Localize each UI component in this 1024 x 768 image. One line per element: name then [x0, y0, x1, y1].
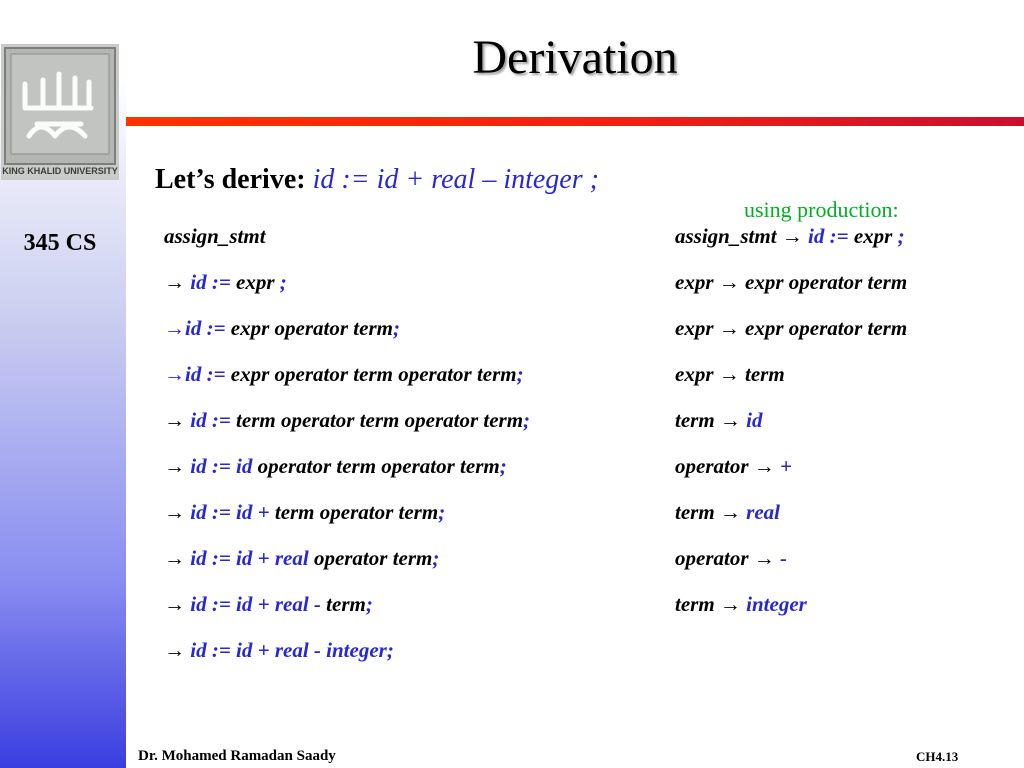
terminal-text: ; [432, 546, 440, 570]
nonterminal-text: term [675, 408, 720, 432]
arrow-symbol: → [164, 270, 185, 294]
arrow-symbol: → [719, 408, 741, 432]
derivation-step [164, 270, 287, 295]
page-title: Derivation [472, 31, 678, 84]
terminal-text: ; [392, 316, 400, 340]
arrow-symbol: → [164, 362, 185, 386]
nonterminal-text: expr operator term [739, 270, 908, 294]
arrow-symbol: → [164, 316, 185, 340]
production-rule [675, 224, 905, 249]
course-label: 345 CS [23, 230, 97, 256]
production-rule [675, 408, 763, 433]
nonterminal-text: operator [675, 546, 754, 570]
terminal-text: id := id + real [185, 546, 314, 570]
terminal-text: ; [516, 362, 524, 386]
terminal-text: id := id + real - integer; [185, 638, 394, 662]
nonterminal-text: assign_stmt [675, 224, 782, 248]
production-rule [675, 270, 907, 295]
nonterminal-text: term [326, 592, 366, 616]
terminal-text: id := id + [185, 500, 275, 524]
arrow-symbol: → [753, 546, 775, 570]
terminal-text: - [774, 546, 787, 570]
arrow-symbol: → [719, 500, 741, 524]
nonterminal-text: expr operator term [739, 316, 908, 340]
logo-caption: KING KHALID UNIVERSITY [2, 166, 118, 176]
terminal-text: id := [185, 408, 237, 432]
nonterminal-text: operator term [313, 546, 433, 570]
arrow-symbol: → [753, 454, 775, 478]
nonterminal-text: expr [675, 316, 719, 340]
nonterminal-text: expr operator term [230, 316, 393, 340]
arrow-symbol: → [164, 546, 185, 570]
terminal-text: id := [185, 362, 231, 386]
terminal-text: ; [279, 270, 287, 294]
terminal-text: id [740, 408, 763, 432]
derivation-step [164, 546, 439, 571]
nonterminal-text: term [739, 362, 785, 386]
terminal-text: id := [802, 224, 854, 248]
terminal-text: real [740, 500, 780, 524]
derivation-step [164, 362, 524, 387]
university-logo [1, 44, 119, 180]
arrow-symbol: → [718, 362, 740, 386]
arrow-symbol: → [164, 500, 185, 524]
nonterminal-text: operator [675, 454, 754, 478]
arrow-symbol: → [164, 638, 185, 662]
arrow-symbol: → [164, 592, 185, 616]
terminal-text: + [774, 454, 792, 478]
nonterminal-text: expr operator term operator term [230, 362, 517, 386]
production-rule [675, 592, 807, 617]
nonterminal-text: operator term operator term [257, 454, 500, 478]
using-production-label: using production: [744, 197, 899, 222]
terminal-text: ; [438, 500, 446, 524]
production-rule [675, 454, 792, 479]
derivation-step [164, 592, 373, 617]
footer-author: Dr. Mohamed Ramadan Saady [138, 748, 336, 764]
derivation-step [164, 316, 400, 341]
intro-expression: id := id + real – integer ; [312, 164, 599, 195]
footer-page-number: CH4.13 [916, 749, 959, 764]
terminal-text: ; [365, 592, 373, 616]
arrow-symbol: → [164, 408, 185, 432]
terminal-text: id := [185, 270, 237, 294]
terminal-text: id := id + real - [185, 592, 327, 616]
nonterminal-text: expr [236, 270, 280, 294]
terminal-text: id := [185, 316, 231, 340]
intro-line [155, 164, 599, 196]
arrow-symbol: → [719, 592, 741, 616]
terminal-text: integer [740, 592, 807, 616]
nonterminal-text: assign_stmt [164, 224, 266, 248]
production-rule [675, 316, 907, 341]
production-rule [675, 546, 787, 571]
nonterminal-text: expr [675, 362, 719, 386]
derivation-step [164, 454, 507, 479]
arrow-symbol: → [781, 224, 803, 248]
derivation-step [164, 408, 530, 433]
arrow-symbol: → [718, 316, 740, 340]
terminal-text: ; [523, 408, 531, 432]
production-rule [675, 500, 780, 525]
terminal-text: ; [499, 454, 507, 478]
title-divider [126, 117, 1024, 126]
nonterminal-text: term [675, 500, 720, 524]
derivation-step [164, 224, 266, 249]
nonterminal-text: expr [853, 224, 898, 248]
derivation-step [164, 500, 445, 525]
production-rule [675, 362, 785, 387]
nonterminal-text: term operator term [274, 500, 439, 524]
intro-label: Let’s derive: [155, 164, 306, 195]
terminal-text: id := id [185, 454, 258, 478]
nonterminal-text: expr [675, 270, 719, 294]
terminal-text: ; [897, 224, 905, 248]
arrow-symbol: → [164, 454, 185, 478]
nonterminal-text: term [675, 592, 720, 616]
nonterminal-text: term operator term operator term [236, 408, 524, 432]
derivation-step [164, 638, 394, 663]
arrow-symbol: → [718, 270, 740, 294]
